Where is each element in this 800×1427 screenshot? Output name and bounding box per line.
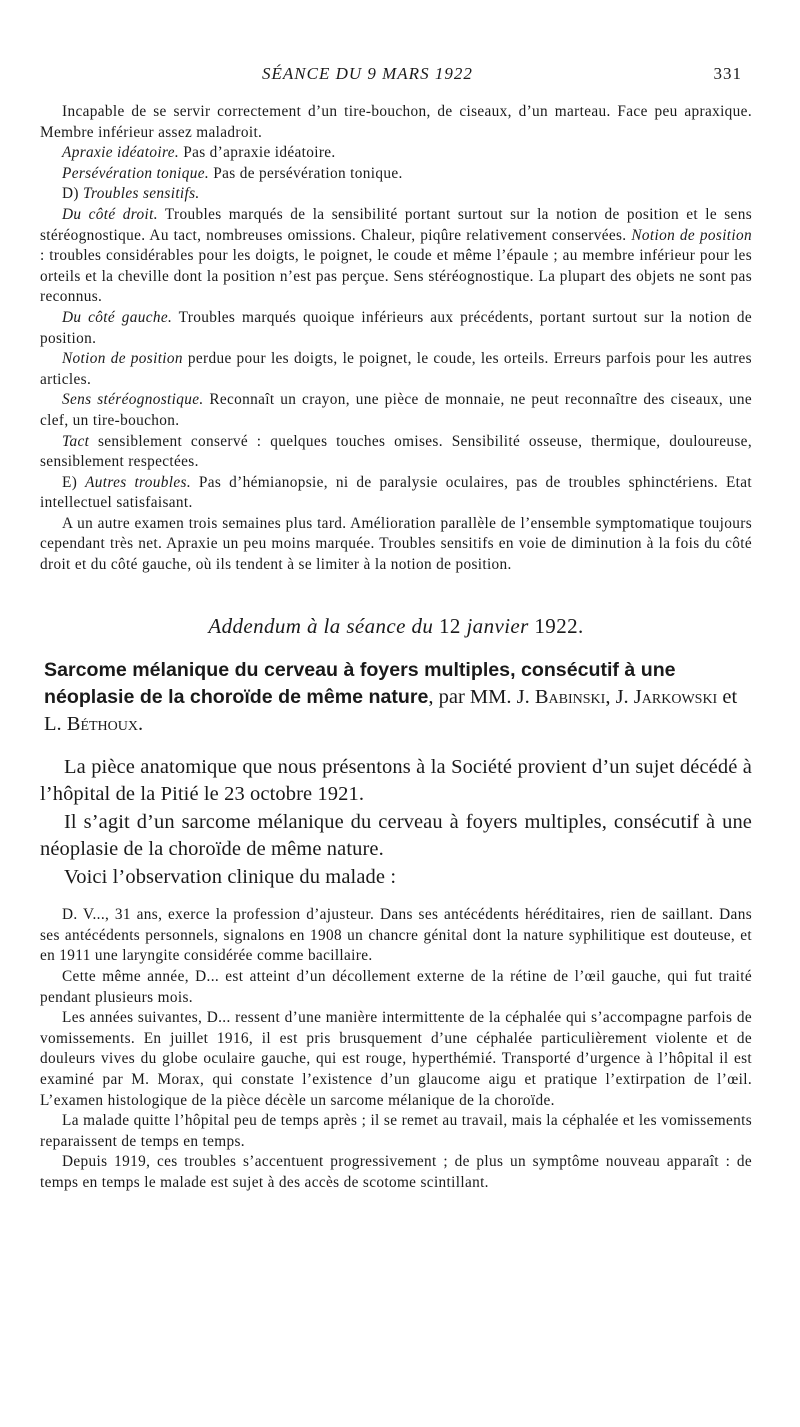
author-separator-2: et L. xyxy=(44,685,738,735)
text-right-side-2: : troubles considérables pour les doigts, le poignet, le coude et même l’épaule ; au membre inférieur pour les orteils et la cheville dont la position n’est pas perçue. Sens stéréognostique. La plupart des objets ne sont pas reconnus. xyxy=(40,247,752,306)
label-stereognostic: Sens stéréognostique. xyxy=(62,391,204,409)
paragraph-patient-history: D. V..., 31 ans, exerce la profession d’ajusteur. Dans ses antécédents héréditaires, rien de saillant. Dans ses antécédents personnels, signalons en 1908 un chancre génital dont la nature syphilitique est douteuse, et en 1911 une laryngite considérée comme bacillaire. xyxy=(40,906,752,965)
paragraph-intro-1: La pièce anatomique que nous présentons à la Société provient d’un sujet décédé à l’hôpital de la Pitié le 23 octobre 1921. xyxy=(40,755,752,806)
paragraph-scotoma: Depuis 1919, ces troubles s’accentuent progressivement ; de plus un symptôme nouveau apparaît : de temps en temps le malade est sujet à des accès de scotome scintillant. xyxy=(40,1153,752,1191)
article-title-text: Sarcome mélanique du cerveau à foyers multiples, consécutif à une néoplasie de la choroïde de même nature xyxy=(44,658,676,708)
paragraph-ideatory-apraxia xyxy=(40,143,752,164)
paragraph-stereognostic xyxy=(40,390,752,431)
addendum-day: 12 xyxy=(438,613,461,638)
label-right-side: Du côté droit. xyxy=(62,205,158,223)
paragraph-tact xyxy=(40,432,752,473)
paragraph-retina: Cette même année, D... est atteint d’un décollement externe de la rétine de l’œil gauche, qui fut traité pendant plusieurs mois. xyxy=(40,967,752,1006)
text-other-troubles: Pas d’hémianopsie, ni de paralysie oculaires, pas de troubles sphinctériens. Etat intellectuel satisfaisant. xyxy=(40,473,752,512)
author-separator-1: , J. xyxy=(605,685,634,708)
running-header xyxy=(62,64,742,90)
label-left-side: Du côté gauche. xyxy=(62,308,173,326)
paragraph-cephalalgia: Les années suivantes, D... ressent d’une manière intermittente de la céphalée qui s’accompagne parfois de vomissements. En juillet 1916, il est pris brusquement d’une céphalée particulièrement violente et de douleurs vives du globe oculaire gauche, qui est rouge, hyperthémié. Transporté d’urgence à l’hôpital il est examiné par M. Morax, qui constate l’existence d’un glaucome aigu et pratique l’extirpation de l’œil. L’examen histologique de la pièce décèle un sarcome mélanique de la choroïde. xyxy=(40,1009,752,1109)
text-stereognostic: Reconnaît un crayon, une pièce de monnaie, ne peut reconnaître des ciseaux, une clef, un tire-bouchon. xyxy=(40,391,753,429)
paragraph-position xyxy=(40,349,752,390)
paragraph-left-side xyxy=(40,308,752,349)
addendum-text-2: janvier xyxy=(460,613,535,638)
page-body xyxy=(40,102,752,1193)
label-position-sense: Notion de position xyxy=(631,226,752,244)
paragraph-discharge: La malade quitte l’hôpital peu de temps après ; il se remet au travail, mais la céphalée et les vomissements reparaissent de temps en temps. xyxy=(40,1112,752,1150)
page-number: 331 xyxy=(713,64,742,83)
paragraph-apraxia: Incapable de se servir correctement d’un tire-bouchon, de ciseaux, d’un marteau. Face peu apraxique. Membre inférieur assez maladroit. xyxy=(40,103,752,141)
addendum-text-1: Addendum à la séance du xyxy=(208,613,439,638)
article-title xyxy=(40,657,752,738)
section-letter-d: D) xyxy=(62,185,84,203)
label-other-troubles: Autres troubles. xyxy=(85,473,192,491)
paragraph-later-exam: A un autre examen trois semaines plus tard. Amélioration parallèle de l’ensemble symptomatique toujours cependant très net. Apraxie un peu moins marquée. Troubles sensitifs en voie de diminution à la fois du côté droit et du côté gauche, où ils tendent à se limiter à la notion de position. xyxy=(40,514,752,574)
text-tact: sensiblement conservé : quelques touches omises. Sensibilité osseuse, thermique, douloureuse, sensiblement respectées. xyxy=(40,432,752,471)
section-letter-e: E) xyxy=(62,473,86,491)
text-perseveration: Pas de persévération tonique. xyxy=(209,164,403,182)
addendum-year: 1922. xyxy=(534,613,584,638)
paragraph-intro-2: Il s’agit d’un sarcome mélanique du cerveau à foyers multiples, consécutif à une néoplasie de la choroïde de même nature. xyxy=(40,810,752,861)
addendum-heading xyxy=(40,614,752,639)
label-position: Notion de position xyxy=(62,350,183,368)
section-heading-d xyxy=(40,184,752,205)
label-perseveration: Persévération tonique. xyxy=(62,164,210,182)
article-title-end: . xyxy=(138,712,144,735)
text-position: perdue pour les doigts, le poignet, le coude, les orteils. Erreurs parfois pour les autres articles. xyxy=(40,350,752,388)
text-ideatory-apraxia: Pas d’apraxie idéatoire. xyxy=(179,144,336,162)
text-right-side-1: Troubles marqués de la sensibilité portant surtout sur la notion de position et le sens stéréognostique. Au tact, nombreuses omissions. Chaleur, piqûre relativement conservées. xyxy=(40,205,752,244)
article-byline-prefix: , par MM. J. xyxy=(428,685,535,708)
paragraph-right-side xyxy=(40,205,752,308)
author-babinski: Babinski xyxy=(534,685,606,708)
label-ideatory-apraxia: Apraxie idéatoire. xyxy=(62,144,180,162)
paragraph-other-troubles xyxy=(40,473,752,514)
label-tact: Tact xyxy=(62,432,90,450)
text-left-side: Troubles marqués quoique inférieurs aux précédents, portant surtout sur la notion de position. xyxy=(40,308,752,347)
running-title: SÉANCE DU 9 MARS 1922 xyxy=(262,64,473,83)
paragraph-perseveration xyxy=(40,164,752,185)
paragraph-intro-3: Voici l’observation clinique du malade : xyxy=(64,865,397,888)
author-jarkowski: Jarkowski xyxy=(633,685,718,708)
author-bethoux: Béthoux xyxy=(66,712,138,735)
label-sensory-troubles: Troubles sensitifs. xyxy=(83,185,200,203)
